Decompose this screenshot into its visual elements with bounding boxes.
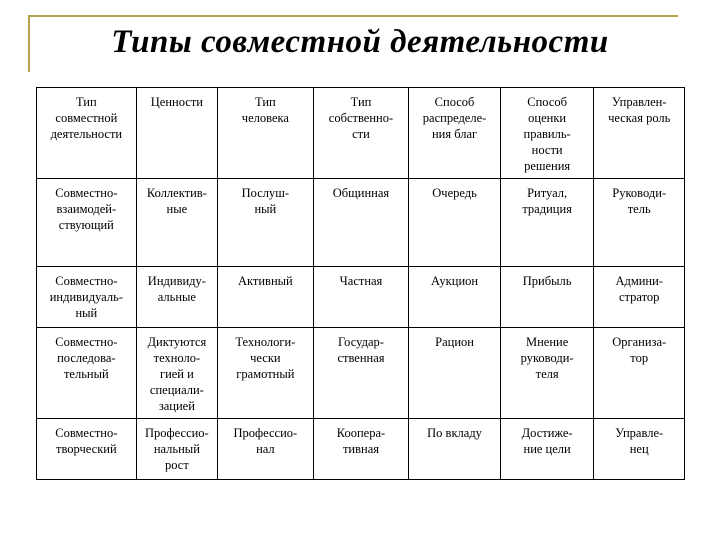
table-cell: Активный: [218, 267, 314, 328]
header-person-type: Тип человека: [218, 88, 314, 179]
table-cell: Ритуал, традиция: [500, 179, 594, 267]
table-cell: Аукцион: [409, 267, 501, 328]
table-cell: Админи- стратор: [594, 267, 685, 328]
table-cell: Технологи- чески грамотный: [218, 328, 314, 419]
table-cell: Рацион: [409, 328, 501, 419]
table-row: [37, 328, 685, 419]
header-values: Ценности: [136, 88, 217, 179]
header-activity-type: Тип совместной деятельности: [37, 88, 137, 179]
table-cell: Совместно- последова- тельный: [37, 328, 137, 419]
table-cell: Руководи- тель: [594, 179, 685, 267]
table-cell: Профессио- нальный рост: [136, 419, 217, 480]
header-decision-evaluation: Способ оценки правиль- ности решения: [500, 88, 594, 179]
table-cell: Совместно- индивидуаль- ный: [37, 267, 137, 328]
header-ownership-type: Тип собственно- сти: [313, 88, 409, 179]
table-cell: Совместно- творческий: [37, 419, 137, 480]
table-row: [37, 179, 685, 267]
table-cell: Государ- ственная: [313, 328, 409, 419]
table-cell: Совместно- взаимодей- ствующий: [37, 179, 137, 267]
table-cell: Диктуются техноло- гией и специали- зацией: [136, 328, 217, 419]
table-header-row: [37, 88, 685, 179]
table-cell: Мнение руководи- теля: [500, 328, 594, 419]
table-cell: Управле- нец: [594, 419, 685, 480]
table-cell: Коллектив- ные: [136, 179, 217, 267]
table-cell: Индивиду- альные: [136, 267, 217, 328]
table-cell: По вкладу: [409, 419, 501, 480]
table-cell: Послуш- ный: [218, 179, 314, 267]
table-row: [37, 419, 685, 480]
table-cell: Достиже- ние цели: [500, 419, 594, 480]
header-management-role: Управлен- ческая роль: [594, 88, 685, 179]
header-distribution-method: Способ распределе- ния благ: [409, 88, 501, 179]
table-cell: Профессио- нал: [218, 419, 314, 480]
table-cell: Очередь: [409, 179, 501, 267]
page-title: Типы совместной деятельности: [111, 24, 609, 60]
table-cell: Прибыль: [500, 267, 594, 328]
table-cell: Коопера- тивная: [313, 419, 409, 480]
table-cell: Общинная: [313, 179, 409, 267]
activity-types-table: [36, 87, 685, 480]
decorative-horizontal-line: [28, 15, 678, 17]
table-cell: Частная: [313, 267, 409, 328]
table-cell: Организа- тор: [594, 328, 685, 419]
table-row: [37, 267, 685, 328]
